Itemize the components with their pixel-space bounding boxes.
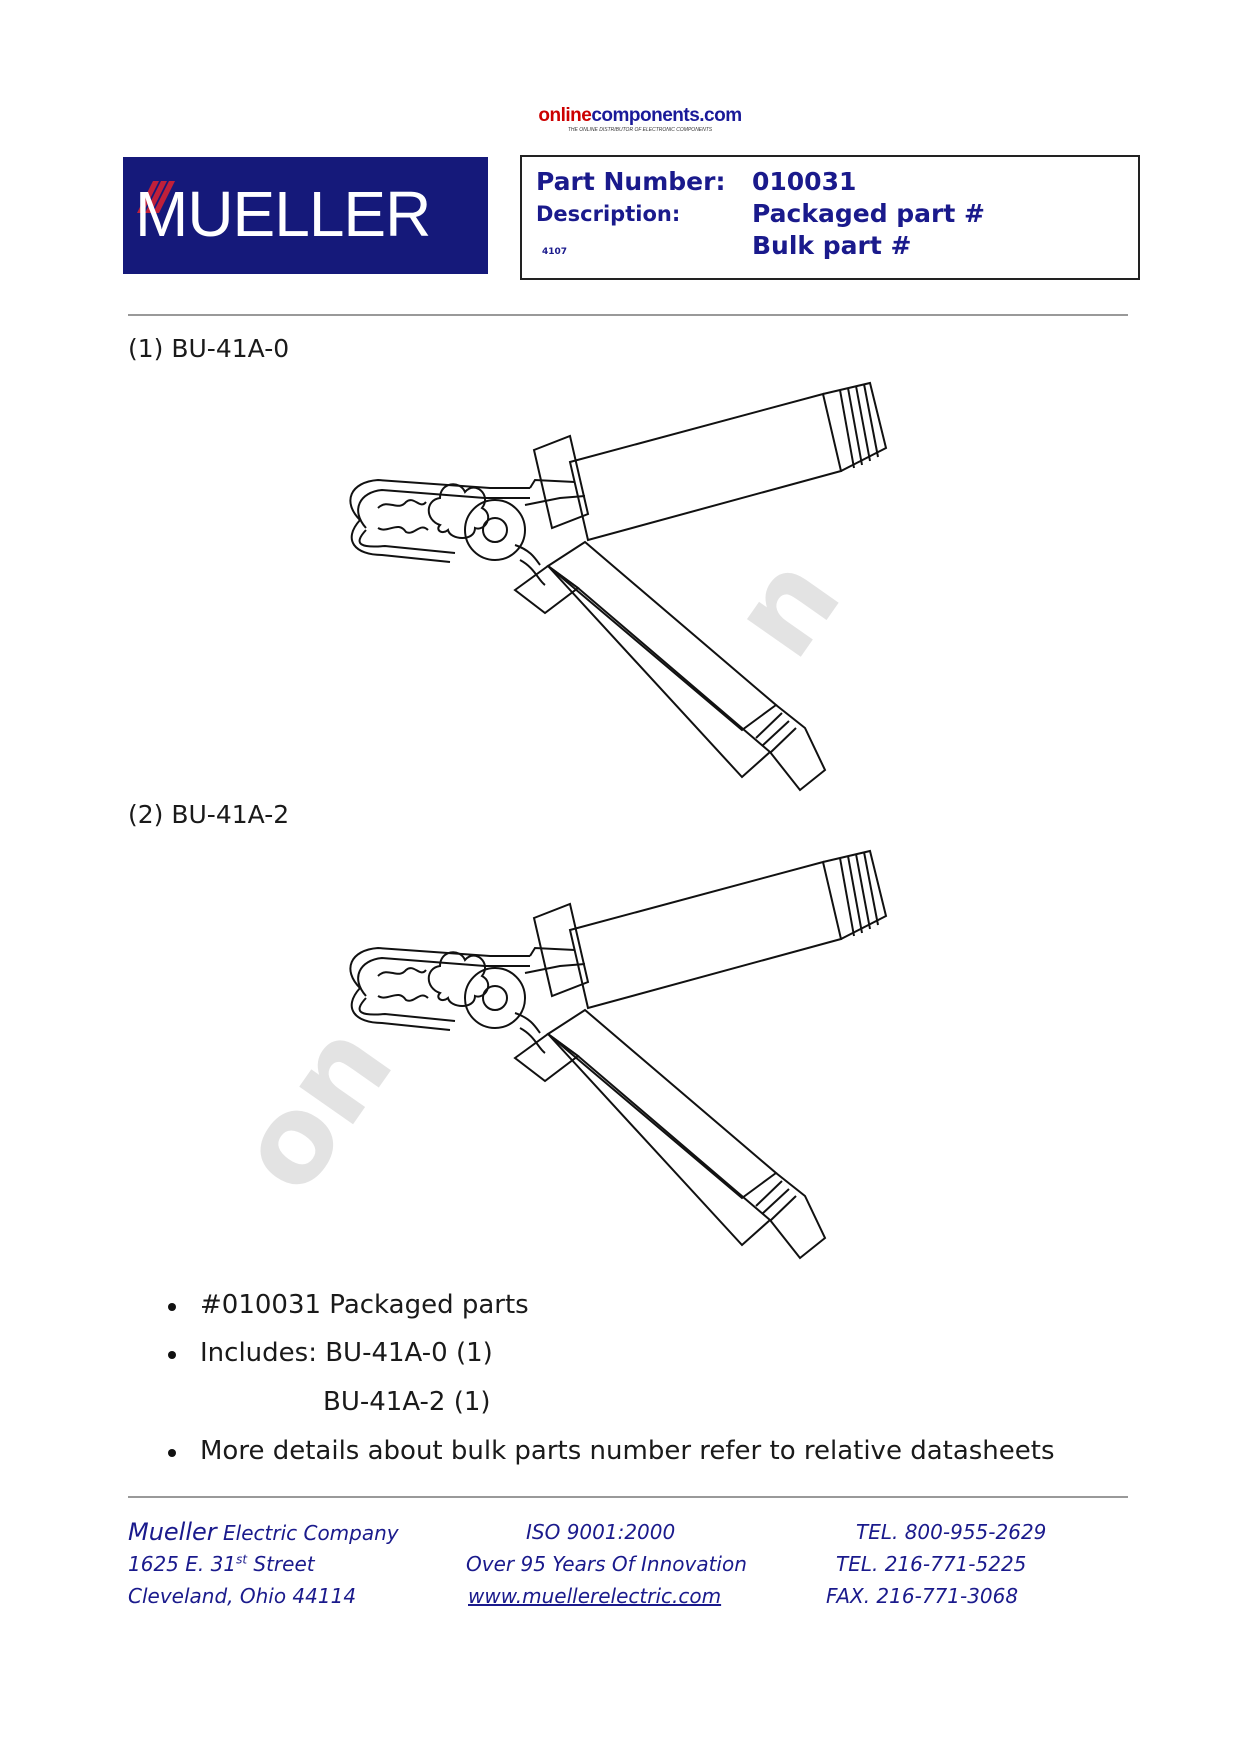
bullet-icon bbox=[168, 1449, 176, 1457]
bullet-text-packaged: #010031 Packaged parts bbox=[200, 1290, 529, 1320]
small-code: 4107 bbox=[542, 247, 568, 257]
footer-tel-1: TEL. 800-955-2629 bbox=[856, 1520, 1047, 1544]
footer-slogan: Over 95 Years Of Innovation bbox=[466, 1552, 747, 1576]
description-label: Description: bbox=[536, 202, 681, 226]
bullet-text-includes-2: BU-41A-2 (1) bbox=[323, 1387, 491, 1417]
description-value-packaged: Packaged part # bbox=[752, 199, 985, 228]
footer-divider bbox=[128, 1496, 1128, 1498]
bullet-text-includes: Includes: BU-41A-0 (1) bbox=[200, 1338, 493, 1368]
footer-address-1-text: 1625 E. 31 bbox=[128, 1552, 237, 1576]
description-value-bulk: Bulk part # bbox=[752, 231, 912, 260]
site-logo-prefix: online bbox=[538, 105, 592, 126]
footer-website-link[interactable]: www.muellerelectric.com bbox=[468, 1584, 722, 1608]
section-1-label: (1) BU-41A-0 bbox=[128, 334, 290, 363]
site-tagline: THE ONLINE DISTRIBUTOR OF ELECTRONIC COMPONENTS bbox=[567, 127, 713, 133]
bullet-icon bbox=[168, 1303, 176, 1311]
footer-tel-2: TEL. 216-771-5225 bbox=[836, 1552, 1027, 1576]
footer-company bbox=[128, 1518, 399, 1546]
footer-company-rest: Electric Company bbox=[223, 1521, 399, 1545]
svg-text:on: on bbox=[209, 999, 421, 1217]
footer-address-2: Cleveland, Ohio 44114 bbox=[128, 1584, 357, 1608]
bullet-text-details: More details about bulk parts number refer to relative datasheets bbox=[200, 1436, 1055, 1466]
mueller-logo-text: MUELLER bbox=[135, 178, 431, 250]
footer-iso: ISO 9001:2000 bbox=[526, 1520, 676, 1544]
section-2-label: (2) BU-41A-2 bbox=[128, 800, 290, 829]
footer-website-container bbox=[468, 1584, 721, 1608]
part-number-value: 010031 bbox=[752, 167, 857, 196]
svg-text:n: n bbox=[704, 531, 868, 682]
clip-drawing-bu-41a-0 bbox=[330, 370, 930, 810]
clip-drawing-bu-41a-2 bbox=[330, 838, 930, 1278]
footer-address-1-sup: st bbox=[236, 1552, 248, 1567]
mueller-logo bbox=[123, 157, 488, 274]
part-number-label: Part Number: bbox=[536, 167, 726, 196]
footer-company-bold: Mueller bbox=[128, 1518, 217, 1546]
footer-fax: FAX. 216-771-3068 bbox=[826, 1584, 1019, 1608]
footer-address-1-end: Street bbox=[253, 1552, 315, 1576]
bullet-icon bbox=[168, 1351, 176, 1359]
footer-address-1 bbox=[128, 1552, 315, 1576]
site-logo-suffix: components.com bbox=[591, 105, 742, 126]
